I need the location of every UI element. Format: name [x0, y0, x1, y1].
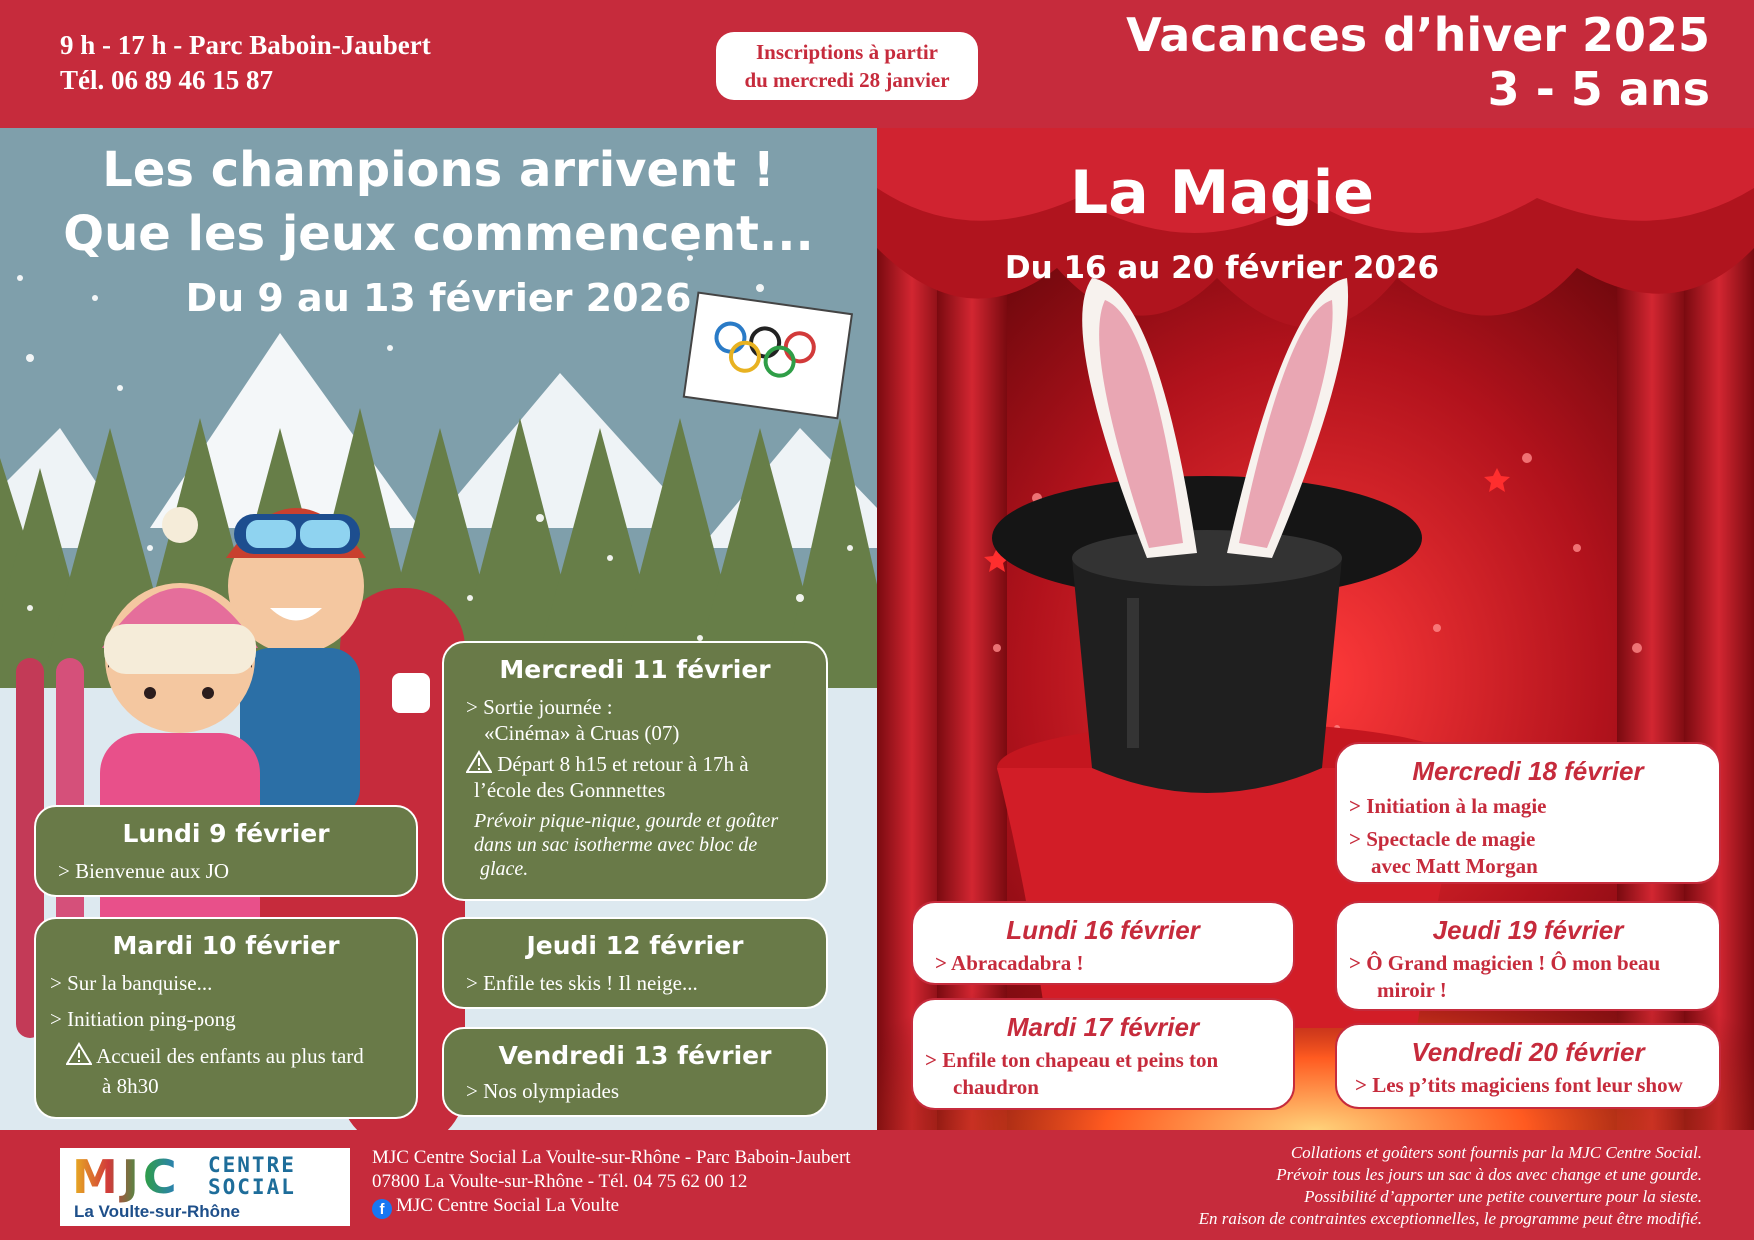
activity-line: > Initiation à la magie: [1349, 794, 1547, 818]
activity-line: miroir !: [1377, 978, 1447, 1002]
activity-line: > Les p’tits magiciens font leur show: [1355, 1073, 1683, 1097]
facebook-link[interactable]: [372, 1194, 851, 1219]
day-card-jeudi-12: [442, 917, 828, 1009]
day-title: Mardi 10 février: [112, 931, 340, 960]
day-title: Mercredi 11 février: [499, 655, 771, 684]
activity-line: avec Matt Morgan: [1371, 854, 1538, 878]
activity-line: > Nos olympiades: [466, 1079, 619, 1103]
activity-line: > Initiation ping-pong: [50, 1007, 236, 1031]
logo-mjc-letters: MJC: [72, 1150, 181, 1204]
warning-icon: [466, 750, 492, 774]
note-line: Prévoir pique-nique, gourde et goûter: [474, 810, 779, 832]
logo-mjc-text: [72, 1150, 181, 1204]
day-card-vendredi-20: [1335, 1023, 1721, 1109]
facebook-icon: f: [372, 1199, 392, 1219]
phone-number: Tél. 06 89 46 15 87: [60, 65, 273, 95]
week-1-title: [0, 138, 877, 266]
departure-line-2: l’école des Gonnnettes: [474, 778, 666, 802]
note-line: glace.: [480, 858, 529, 880]
header-band: [0, 0, 1754, 128]
day-card-jeudi-19: [1335, 901, 1721, 1011]
registration-line-2: du mercredi 28 janvier: [744, 68, 950, 92]
week-2-title: La Magie: [1069, 158, 1374, 228]
logo-centre: CENTRE: [208, 1153, 296, 1177]
day-card-lundi-9: [34, 805, 418, 897]
age-range: 3 - 5 ans: [1487, 62, 1710, 116]
activity-line: > Ô Grand magicien ! Ô mon beau: [1349, 951, 1661, 975]
footer-note: Prévoir tous les jours un sac à dos avec change et une gourde.: [1276, 1165, 1702, 1184]
day-card-lundi-16: [911, 901, 1295, 985]
header-contact: [60, 28, 431, 98]
day-title: Mardi 17 février: [1006, 1012, 1200, 1042]
note-line: dans un sac isotherme avec bloc de: [474, 834, 758, 856]
facebook-label: MJC Centre Social La Voulte: [396, 1195, 620, 1216]
day-title: Mercredi 18 février: [1412, 756, 1644, 786]
day-card-mercredi-18: [1335, 742, 1721, 884]
departure-line-1: Départ 8 h15 et retour à 17h à: [497, 752, 749, 776]
footer-band: [0, 1130, 1754, 1240]
header-title-block: [1126, 8, 1710, 116]
activity-line: chaudron: [953, 1075, 1039, 1099]
day-card-vendredi-13: [442, 1027, 828, 1117]
hours-location: 9 h - 17 h - Parc Baboin-Jaubert: [60, 30, 431, 60]
activity-line: > Abracadabra !: [935, 951, 1084, 975]
activity-line: > Enfile tes skis ! Il neige...: [466, 971, 698, 995]
activity-line: > Enfile ton chapeau et peins ton: [925, 1048, 1219, 1072]
page-title: Vacances d’hiver 2025: [1126, 8, 1710, 62]
arrival-note: [36, 1042, 416, 1069]
day-title: Vendredi 13 février: [498, 1041, 772, 1070]
logo-social: SOCIAL: [208, 1175, 296, 1199]
week-1-panel: [0, 128, 877, 1130]
day-title: Jeudi 19 février: [1432, 915, 1624, 945]
address-line-1: MJC Centre Social La Voulte-sur-Rhône - Parc Baboin-Jaubert: [372, 1147, 851, 1168]
day-title: Vendredi 20 février: [1411, 1037, 1645, 1067]
registration-line-1: Inscriptions à partir: [755, 40, 938, 64]
week-1-title-line-1: Les champions arrivent !: [102, 142, 775, 198]
week-1-dates: Du 9 au 13 février 2026: [185, 276, 692, 320]
day-title: Lundi 9 février: [122, 819, 330, 848]
footer-note: Collations et goûters sont fournis par la MJC Centre Social.: [1290, 1143, 1702, 1162]
arrival-note-line-2: à 8h30: [102, 1074, 159, 1098]
day-title: Jeudi 12 février: [526, 931, 744, 960]
activity-line: > Spectacle de magie: [1349, 827, 1536, 851]
logo-town: La Voulte-sur-Rhône: [74, 1202, 240, 1221]
day-title: Lundi 16 février: [1006, 915, 1200, 945]
week-1-title-line-2: Que les jeux commencent...: [63, 206, 814, 262]
activity-line: «Cinéma» à Cruas (07): [484, 721, 680, 745]
week-2-dates: Du 16 au 20 février 2026: [1004, 250, 1440, 286]
arrival-note-line-1: Accueil des enfants au plus tard: [96, 1044, 364, 1068]
footer-notes: [1199, 1142, 1702, 1230]
day-card-mercredi-11: [442, 641, 828, 901]
mjc-logo: [60, 1148, 350, 1226]
footer-address: [372, 1146, 851, 1219]
activity-line: > Sortie journée :: [466, 695, 613, 719]
address-line-2: 07800 La Voulte-sur-Rhône - Tél. 04 75 62 00 12: [372, 1171, 748, 1192]
departure-info: [444, 750, 826, 777]
day-card-mardi-10: [34, 917, 418, 1119]
registration-badge: [716, 32, 978, 100]
activity-line: > Bienvenue aux JO: [58, 859, 230, 883]
warning-icon: [66, 1042, 92, 1066]
footer-note: Possibilité d’apporter une petite couverture pour la sieste.: [1304, 1187, 1702, 1206]
day-card-mardi-17: [911, 998, 1295, 1110]
logo-centre-social: [208, 1154, 296, 1198]
footer-note: En raison de contraintes exceptionnelles, le programme peut être modifié.: [1198, 1209, 1702, 1228]
week-2-panel: [877, 128, 1754, 1130]
activity-line: > Sur la banquise...: [50, 971, 213, 995]
